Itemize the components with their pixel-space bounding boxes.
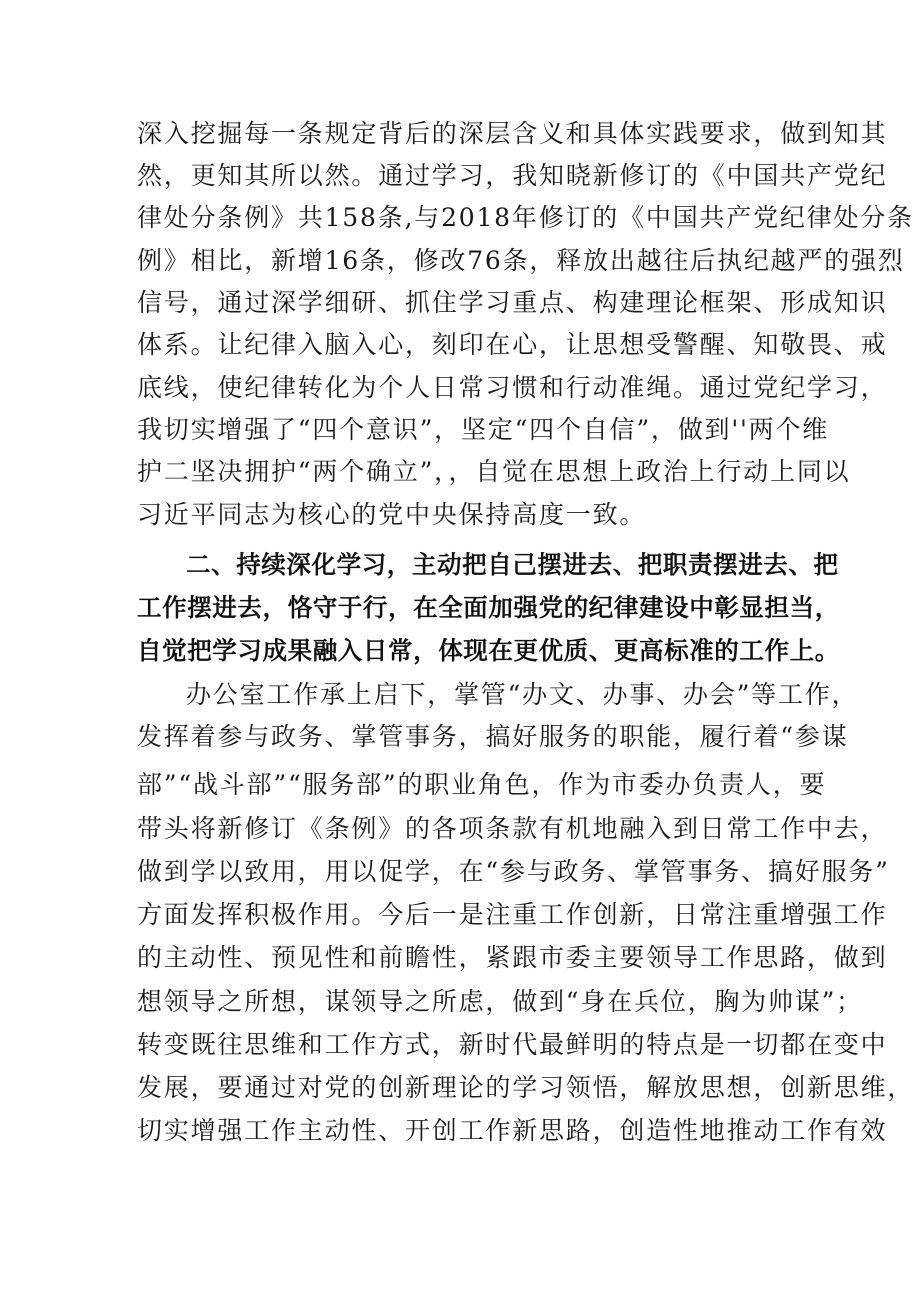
heading-line: 工作摆进去，恪守于行，在全面加强党的纪律建设中彰显担当，	[137, 593, 840, 622]
text-line: 习近平同志为核心的党中央保持高度一致。	[137, 500, 647, 529]
text-line: 护二坚决拥护“两个确立”，，自觉在思想上政治上行动上同以	[137, 457, 851, 486]
text-line: 转变既往思维和工作方式，新时代最鲜明的特点是一切都在变中	[137, 1030, 888, 1059]
text-line: 发挥着参与政务、掌管事务，搞好服务的职能，履行着“参谋	[137, 722, 849, 751]
text-line: 做到学以致用，用以促学，在“参与政务、掌管事务、搞好服务”	[137, 857, 890, 886]
text-line: 办公室工作承上启下，掌管“办文、办事、办会”等工作，	[186, 680, 859, 709]
text-line: 体系。让纪律入脑入心，刻印在心，让思想受警醒、知敬畏、戒	[137, 330, 888, 359]
heading-line: 二、持续深化学习，主动把自己摆进去、把职责摆进去、把	[186, 550, 839, 579]
text-line: 例》相比，新增16条，修改76条，释放出越往后执纪越严的强烈	[137, 246, 905, 275]
text-line: 想领导之所想，谋领导之所虑，做到“身在兵位，胸为帅谋”；	[137, 987, 863, 1016]
text-line: 然，更知其所以然。通过学习，我知晓新修订的《中国共产党纪	[137, 161, 888, 190]
text-line: 部”“战斗部”“服务部”的职业角色，作为市委办负责人，要	[137, 770, 827, 799]
text-line: 的主动性、预见性和前瞻性，紧跟市委主要领导工作思路，做到	[137, 943, 888, 972]
text-line: 切实增强工作主动性、开创工作新思路，创造性地推动工作有效	[137, 1116, 888, 1145]
text-line: 方面发挥积极作用。今后一是注重工作创新，日常注重增强工作	[137, 900, 888, 929]
text-line: 深入挖掘每一条规定背后的深层含义和具体实践要求，做到知其	[137, 119, 888, 148]
text-line: 信号，通过深学细研、抓住学习重点、构建理论框架、形成知识	[137, 288, 888, 317]
heading-line: 自觉把学习成果融入日常，体现在更优质、更高标准的工作上。	[137, 636, 840, 665]
text-line: 带头将新修订《条例》的各项条款有机地融入到日常工作中去，	[137, 814, 888, 843]
text-line: 我切实增强了“四个意识”，坚定“四个自信”，做到''两个维	[137, 415, 830, 444]
text-line: 底线，使纪律转化为个人日常习惯和行动准绳。通过党纪学习，	[137, 373, 888, 402]
text-line: 律处分条例》共158条,与2018年修订的《中国共产党纪律处分条	[137, 203, 914, 232]
text-line: 发展，要通过对党的创新理论的学习领悟，解放思想，创新思维，	[137, 1073, 915, 1102]
